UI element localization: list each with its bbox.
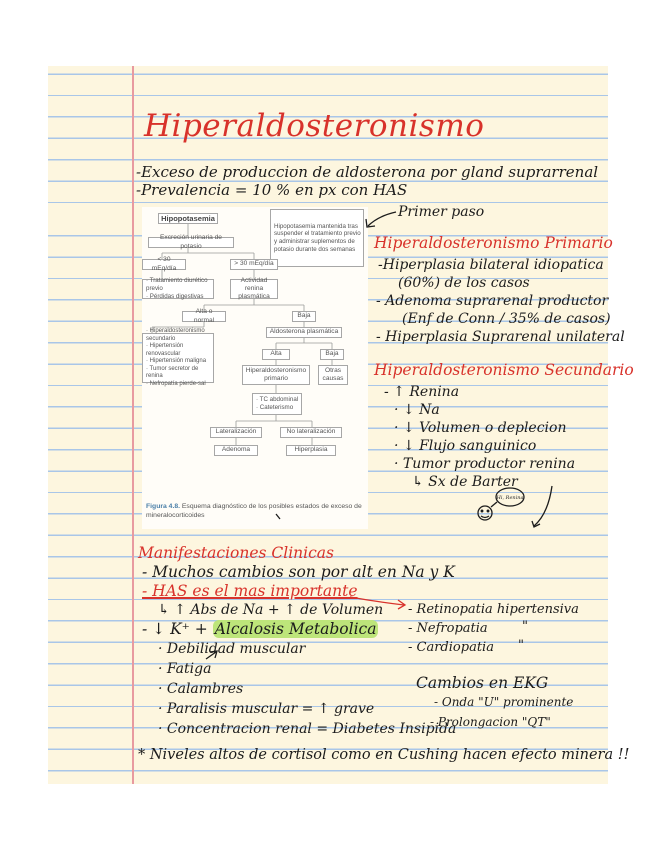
caption-text: Esquema diagnóstico de los posibles estados de exceso de mineralocorticoides — [146, 503, 362, 519]
secundario-2: · ↓ Na — [394, 402, 440, 418]
primario-heading: Hiperaldosteronismo Primario — [374, 234, 613, 252]
primer-paso: Primer paso — [398, 204, 485, 220]
box-otras-causas: Otras causas — [318, 365, 348, 385]
box-excrecion: Excreción urinaria de potasio — [148, 237, 234, 248]
box-lt30: < 30 mEq/día — [142, 259, 186, 270]
secundario-4: · ↓ Flujo sanguinico — [394, 438, 537, 454]
ekg-1: - Onda "U" prominente — [434, 695, 574, 709]
manif-8: · Paralisis muscular = ↑ grave — [158, 701, 375, 717]
figure-caption — [146, 503, 364, 521]
footer-note: * Niveles altos de cortisol como en Cushing hacen efecto minera !! — [138, 747, 630, 763]
related-3: - Cardiopatia — [408, 640, 494, 655]
manif-1: - Muchos cambios son por alt en Na y K — [142, 563, 455, 581]
primario-1b: (60%) de los casos — [398, 275, 530, 291]
primario-2b: (Enf de Conn / 35% de casos) — [402, 311, 611, 327]
secundario-heading: Hiperaldosteronismo Secundario — [374, 361, 634, 379]
margin-line — [132, 66, 134, 784]
primario-1: -Hiperplasia bilateral idiopatica — [378, 257, 604, 273]
line-prevalencia: -Prevalencia = 10 % en px con HAS — [136, 181, 408, 199]
page-title: Hiperaldosteronismo — [144, 108, 485, 144]
box-adenoma: Adenoma — [214, 445, 258, 456]
box-tc-cateterismo: · TC abdominal · Cateterismo — [252, 393, 302, 415]
box-hiperplasia: Hiperplasia — [286, 445, 336, 456]
box-tratamiento: · Tratamiento diurético previo · Pérdidas digestivas — [142, 279, 214, 299]
box-alta-normal: Alta o normal — [182, 311, 226, 322]
manif-2 — [142, 584, 358, 600]
box-actividad-renina: Actividad renina plasmática — [230, 279, 278, 299]
manif-2-text: - HAS es el mas importante — [142, 582, 358, 600]
related-2: - Nefropatia — [408, 621, 488, 636]
manif-6: · Fatiga — [158, 661, 212, 677]
ekg-heading: Cambios en EKG — [416, 674, 549, 692]
line-exceso: -Exceso de produccion de aldosterona por gland suprarrenal — [136, 163, 599, 181]
manif-5: · Debilidad muscular — [158, 641, 306, 657]
box-alta: Alta — [262, 349, 290, 360]
manifestaciones-heading: Manifestaciones Clinicas — [138, 544, 334, 562]
box-aldosterona: Aldosterona plasmática — [266, 327, 342, 338]
caption-label: Figura 4.8. — [146, 503, 180, 510]
flowchart-figure — [142, 207, 368, 529]
secundario-3: · ↓ Volumen o deplecion — [394, 420, 567, 436]
primario-2: - Adenoma suprarenal productor — [376, 293, 609, 309]
ekg-2: - Prolongacion "QT" — [430, 715, 551, 729]
manif-4 — [142, 622, 378, 638]
secundario-1: - ↑ Renina — [384, 384, 460, 400]
box-gt30: > 30 mEq/día — [230, 259, 278, 270]
related-1: - Retinopatia hipertensiva — [408, 602, 579, 617]
box-baja-2: Baja — [320, 349, 344, 360]
ditto-2: " — [518, 638, 524, 653]
box-hipo-note: Hipopotasemia mantenida tras suspender el tratamiento previo y administrar suplementos de potasio durante dos semanas — [270, 209, 364, 267]
manif-4-highlight: Alcalosis Metabolica — [214, 620, 377, 638]
box-baja: Baja — [292, 311, 316, 322]
manif-9: · Concentracion renal = Diabetes Insipida — [158, 721, 457, 737]
manif-4-prefix: - ↓ K⁺ + — [142, 620, 208, 638]
box-hiper-primario: Hiperaldosteronismo primario — [242, 365, 310, 385]
secundario-6: ↳ Sx de Barter — [412, 474, 518, 490]
notebook-page — [48, 66, 634, 784]
box-hipopotasemia: Hipopotasemia — [158, 213, 218, 224]
manif-3: ↳ ↑ Abs de Na + ↑ de Volumen — [158, 602, 384, 618]
manif-7: · Calambres — [158, 681, 244, 697]
box-secundario-list: · Hiperaldosteronismo secundario · Hipertensión renovascular · Hipertensión maligna · Tumor secretor de renina · Nefropatía pierde-sal — [142, 333, 214, 383]
doodle-text: Hi, Renina — [496, 495, 524, 501]
box-lateralizacion: Lateralización — [210, 427, 262, 438]
secundario-5: · Tumor productor renina — [394, 456, 576, 472]
box-no-lateralizacion: No lateralización — [280, 427, 342, 438]
primario-3: - Hiperplasia Suprarenal unilateral — [376, 329, 625, 345]
ditto-1: " — [522, 619, 528, 634]
